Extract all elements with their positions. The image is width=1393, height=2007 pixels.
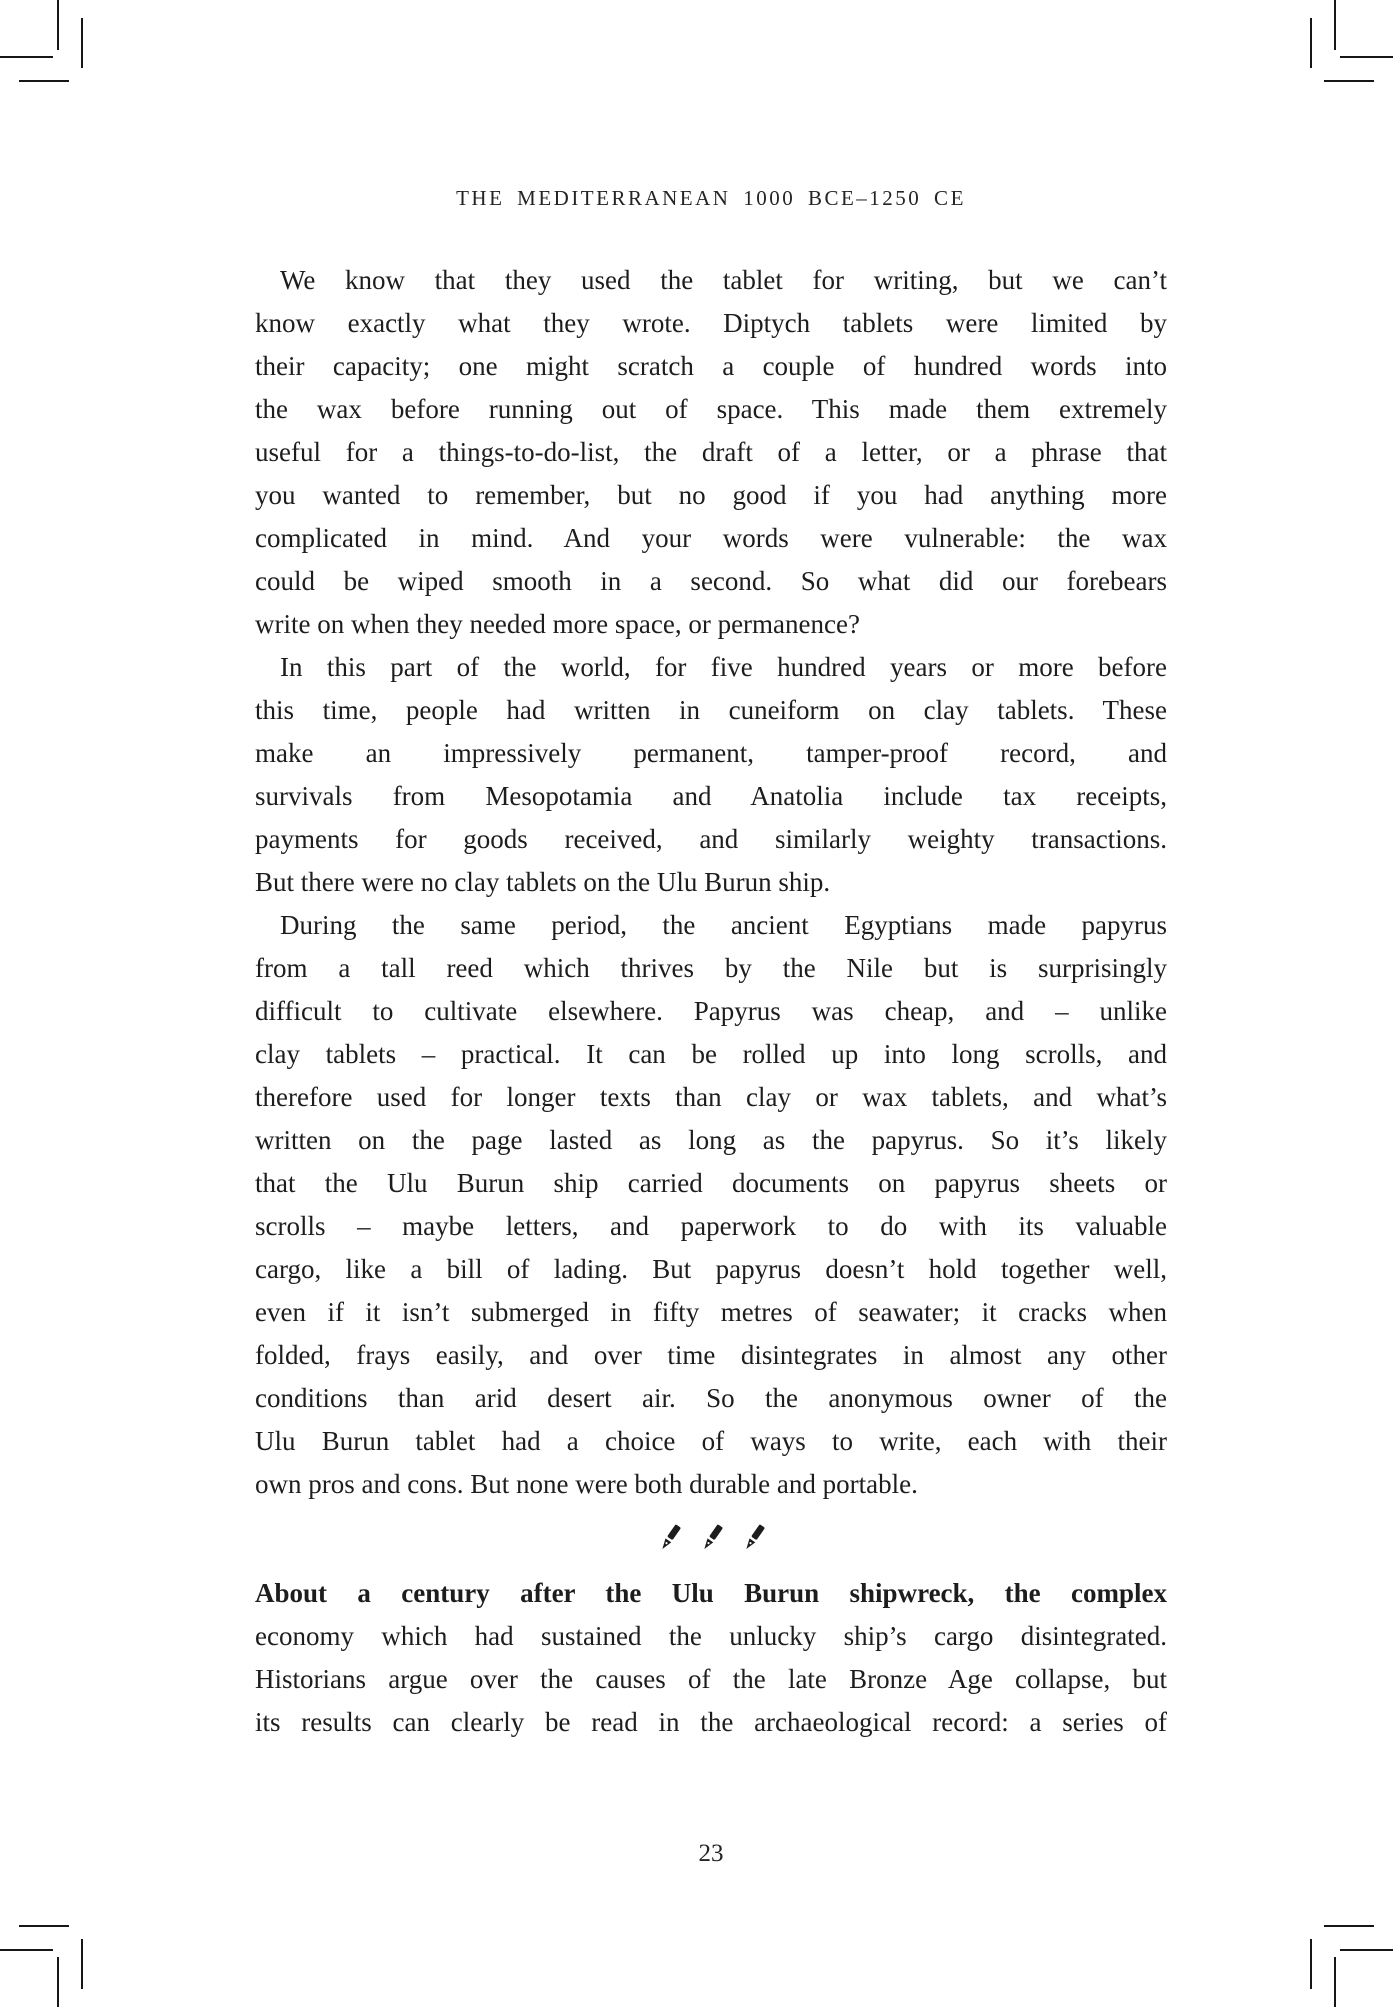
text-line: from a tall reed which thrives by the Nile but is surprisingly [255,953,1167,983]
crop-mark [1324,1925,1374,1927]
paragraph [255,1572,1167,1744]
paragraph-group-after-break [255,1572,1167,1744]
text-line: clay tablets – practical. It can be rolled up into long scrolls, and [255,1039,1167,1069]
text-line: complicated in mind. And your words were vulnerable: the wax [255,523,1167,553]
text-line: this time, people had written in cuneiform on clay tablets. These [255,695,1167,725]
text-line: own pros and cons. But none were both durable and portable. [255,1469,918,1499]
crop-mark [1340,56,1393,58]
text-line: We know that they used the tablet for writing, but we can’t [280,265,1167,295]
text-line: therefore used for longer texts than clay or wax tablets, and what’s [255,1082,1167,1112]
crop-mark [0,56,53,58]
text-line: economy which had sustained the unlucky ship’s cargo disintegrated. [255,1621,1167,1651]
text-line: In this part of the world, for five hundred years or more before [280,652,1167,682]
crop-mark [19,80,69,82]
text-line: know exactly what they wrote. Diptych tablets were limited by [255,308,1167,338]
text-line: written on the page lasted as long as the papyrus. So it’s likely [255,1125,1167,1155]
text-block [255,259,1167,1744]
crop-mark [1310,18,1312,68]
text-line: About a century after the Ulu Burun shipwreck, the complex [255,1578,1167,1608]
text-line: make an impressively permanent, tamper-proof record, and [255,738,1167,768]
text-line: you wanted to remember, but no good if you had anything more [255,480,1167,510]
crop-mark [0,1949,53,1951]
text-line: their capacity; one might scratch a couple of hundred words into [255,351,1167,381]
crop-mark [1310,1939,1312,1989]
text-line: that the Ulu Burun ship carried documents on papyrus sheets or [255,1168,1167,1198]
pen-nib-icon [656,1522,682,1556]
text-line: cargo, like a bill of lading. But papyrus doesn’t hold together well, [255,1254,1167,1284]
text-line: useful for a things-to-do-list, the draft of a letter, or a phrase that [255,437,1167,467]
pen-nib-icon [698,1522,724,1556]
page-number: 23 [698,1840,724,1867]
text-line: the wax before running out of space. This made them extremely [255,394,1167,424]
crop-mark [57,0,59,50]
crop-mark [1340,1949,1393,1951]
crop-mark [81,1939,83,1989]
pen-nib-icon [740,1522,766,1556]
text-line: Ulu Burun tablet had a choice of ways to write, each with their [255,1426,1167,1456]
text-line: Historians argue over the causes of the late Bronze Age collapse, but [255,1664,1167,1694]
crop-mark [1324,80,1374,82]
text-line: could be wiped smooth in a second. So what did our forebears [255,566,1167,596]
crop-mark [1334,0,1336,50]
running-header: THE MEDITERRANEAN 1000 BCE–1250 CE [456,186,966,210]
section-break-ornament [255,1506,1167,1572]
text-line: payments for goods received, and similarly weighty transactions. [255,824,1167,854]
paragraph-group-before-break [255,259,1167,1506]
text-line: write on when they needed more space, or permanence? [255,609,860,639]
text-line: During the same period, the ancient Egyptians made papyrus [280,910,1167,940]
text-line: even if it isn’t submerged in fifty metres of seawater; it cracks when [255,1297,1167,1327]
text-line: folded, frays easily, and over time disintegrates in almost any other [255,1340,1167,1370]
text-line: But there were no clay tablets on the Ulu Burun ship. [255,867,831,897]
text-line: survivals from Mesopotamia and Anatolia include tax receipts, [255,781,1167,811]
paragraph [255,646,1167,904]
crop-mark [81,18,83,68]
text-line: its results can clearly be read in the archaeological record: a series of [255,1707,1167,1737]
text-line: difficult to cultivate elsewhere. Papyrus was cheap, and – unlike [255,996,1167,1026]
crop-mark [1334,1957,1336,2007]
crop-mark [57,1957,59,2007]
paragraph [255,904,1167,1506]
text-line: scrolls – maybe letters, and paperwork to do with its valuable [255,1211,1167,1241]
text-line: conditions than arid desert air. So the anonymous owner of the [255,1383,1167,1413]
paragraph [255,259,1167,646]
crop-mark [19,1925,69,1927]
